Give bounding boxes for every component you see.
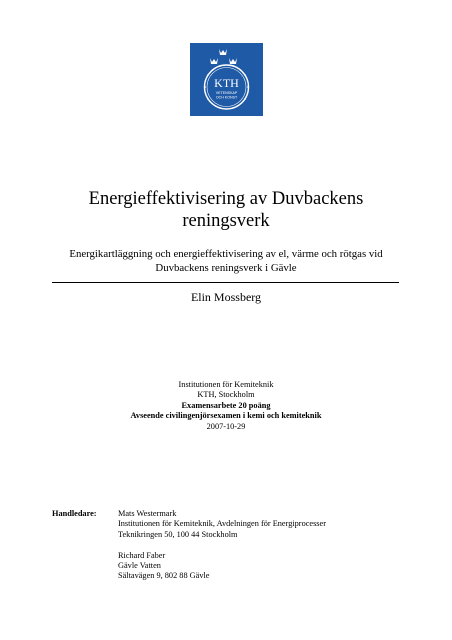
horizontal-rule: [52, 282, 399, 283]
document-title: [0, 188, 452, 232]
logo-motto-line2: OCH KONST: [215, 95, 238, 100]
supervisor-1-name: Mats Westermark: [118, 509, 177, 518]
supervisor-1-affiliation: Institutionen för Kemiteknik, Avdelningen för Energiprocesser: [118, 519, 326, 529]
supervisor-1-address: Teknikringen 50, 100 44 Stockholm: [118, 529, 238, 539]
subtitle-line-2: Duvbackens reningsverk i Gävle: [155, 261, 297, 274]
thesis-info: [0, 380, 452, 432]
kth-crest-icon: [190, 43, 263, 116]
department: Institutionen för Kemiteknik: [178, 380, 274, 389]
logo-text: KTH: [214, 76, 239, 90]
supervisors-label: Handledare:: [52, 509, 97, 518]
spacer: [118, 540, 326, 550]
thesis-date: 2007-10-29: [206, 421, 246, 431]
supervisor-2-address: Sältavägen 9, 802 88 Gävle: [118, 571, 210, 581]
supervisor-2-affiliation: Gävle Vatten: [118, 561, 161, 571]
subtitle-line-1: Energikartläggning och energieffektivisering av el, värme och rötgas vid: [69, 248, 383, 260]
degree: Avseende civilingenjörsexamen i kemi och kemiteknik: [130, 411, 322, 421]
supervisors-list: [118, 509, 326, 582]
supervisor-2-name: Richard Faber: [118, 550, 166, 560]
title-line-1: Energieffektivisering av Duvbackens: [88, 189, 364, 209]
thesis-type: Examensarbete 20 poäng: [181, 400, 271, 410]
title-line-2: reningsverk: [182, 211, 270, 231]
logo-motto-line1: VETENSKAP: [215, 91, 238, 95]
author-name: Elin Mossberg: [190, 290, 262, 304]
document-subtitle: [40, 248, 412, 275]
kth-logo: [190, 43, 263, 116]
university: KTH, Stockholm: [197, 390, 255, 400]
